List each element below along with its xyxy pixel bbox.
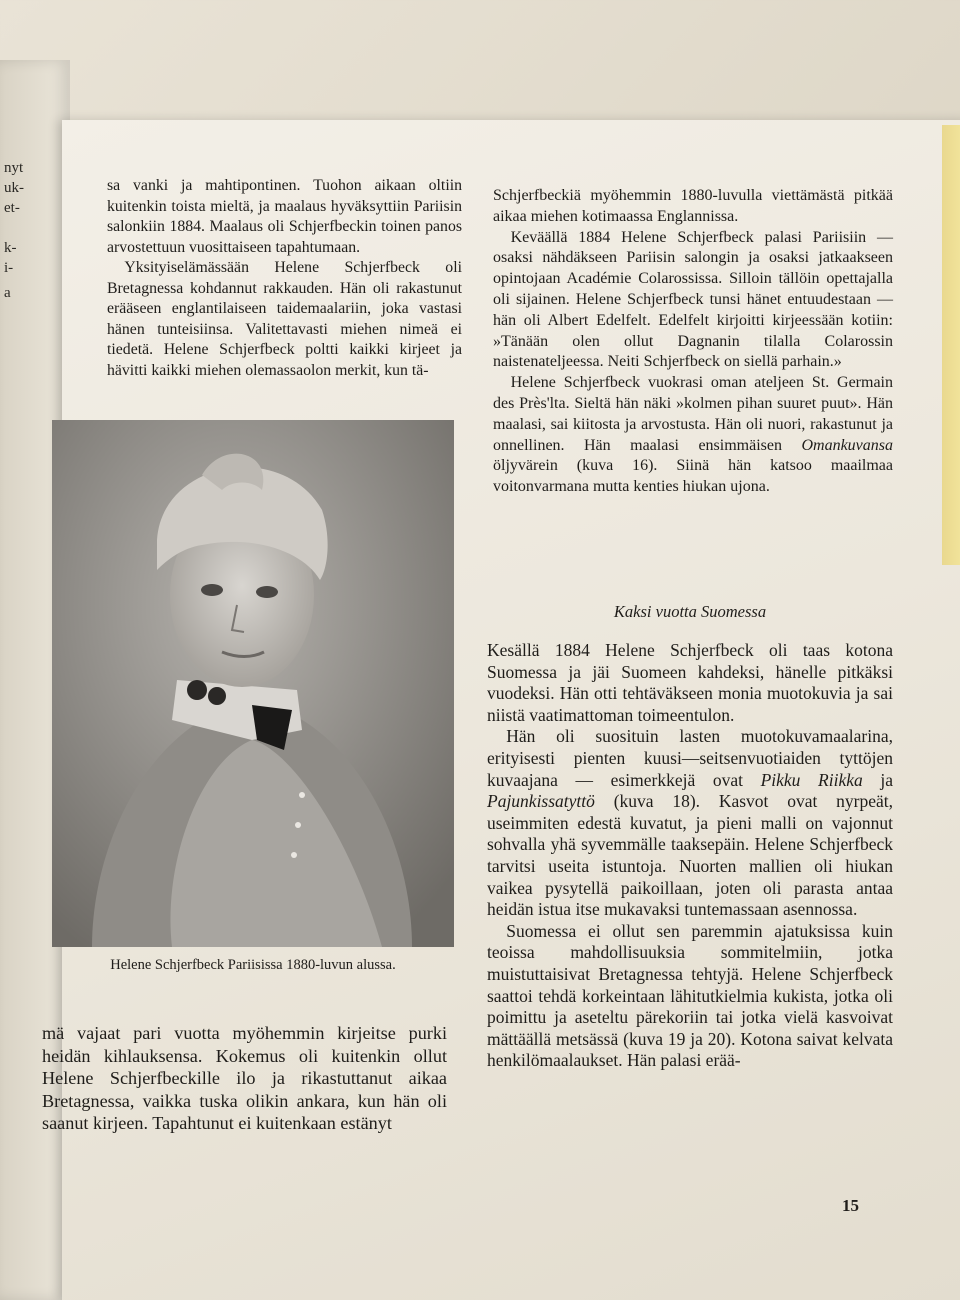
artwork-title: Pajunkissatyttö — [487, 791, 595, 812]
paragraph: mä vajaat pari vuotta myöhemmin kirjeitse purki heidän kihlauksensa. Kokemus oli kuitenkin ollut Helene Schjerfbeckille ilo ja rikastuttanut aikaa Bretagnessa, vaikka tuska olikin ankara, kun hän oli saanut kirjeen. Tapahtunut ei kuitenkaan estänyt — [42, 1023, 447, 1133]
paragraph — [487, 726, 893, 920]
left-column-bottom-text — [42, 1022, 447, 1135]
facing-page-fragment: a — [4, 285, 11, 301]
paragraph: Schjerfbeckiä myöhemmin 1880-luvulla viettämästä pitkää aikaa miehen kotimaassa Englannissa. — [493, 187, 893, 225]
right-column-bottom-text — [487, 640, 893, 1072]
paragraph: sa vanki ja mahtipontinen. Tuohon aikaan oltiin kuitenkin toista mieltä, ja maalaus hyväksyttiin Pariisin salonkiin 1884. Maalaus oli Schjerfbeckin toinen panos arvostettuun vuosittaiseen tapahtumaan. — [107, 177, 462, 256]
text-run: öljyvärein (kuva 16). Siinä hän katsoo maailmaa voitonvarmana mutta kenties hiukan ujona. — [493, 457, 893, 496]
photo-caption: Helene Schjerfbeck Pariisissa 1880-luvun alussa. — [110, 957, 396, 973]
text-run: ja — [862, 769, 893, 790]
facing-page-fragment: nyt — [4, 160, 24, 176]
facing-page-fragment: k- — [4, 240, 17, 256]
facing-page-fragment: i- — [4, 260, 14, 276]
right-column-top-text — [493, 186, 893, 498]
bookmark-edge — [942, 125, 960, 565]
facing-page-fragment: et- — [4, 200, 20, 216]
left-column-top-text — [107, 176, 462, 381]
paragraph — [493, 373, 893, 498]
portrait-photo — [52, 420, 454, 947]
paragraph: Kesällä 1884 Helene Schjerfbeck oli taas kotona Suomessa ja jäi Suomeen kahdeksi, hänelle pitkäksi vuodeksi. Hän otti tehtäväkseen monia muotokuvia ja sai niistä vaatimattoman toimeentulon. — [487, 640, 893, 725]
portrait-image — [52, 420, 454, 947]
text-run: Hän oli suosituin lasten muotokuvamaalarina, erityisesti pienten kuusi—seitsenvuotiaiden tyttöjen kuvaajana — esimerkkejä ovat — [487, 726, 893, 790]
text-run: Helene Schjerfbeck vuokrasi oman ateljeen St. Germain des Près'lta. Sieltä hän näki »kolmen pihan suuret puut». Hän maalasi, sai kiitosta ja arvostusta. Hän oli nuori, rakastunut ja onnellinen. Hän maalasi ensimmäisen — [493, 374, 893, 454]
artwork-title: Pikku Riikka — [760, 769, 863, 790]
facing-page-fragment: uk- — [4, 180, 24, 196]
page-number: 15 — [842, 1196, 859, 1215]
text-run: (kuva 18). Kasvot ovat nyrpeät, useimmiten edestä kuvatut, ja pieni malli on vajonnut sohvalla yhä syvemmälle taaksepäin. Helene Schjerfbeck tarvitsi useita istuntoja. Nuorten mallien oli hiukan vaikea pysytellä paikoillaan, joten oli parasta antaa heidän istua itse mukavaksi tuntemassaan asennossa. — [487, 791, 893, 920]
paragraph: Yksityiselämässään Helene Schjerfbeck oli Bretagnessa kohdannut rakkauden. Hän oli rakastunut erääseen englantilaiseen taidemaalariin, joka vastasi hänen tunteisiinsa. Valitettavasti miehen nimeä ei tiedetä. Helene Schjerfbeck poltti kaikki kirjeet ja hävitti kaikki miehen olemassaolon merkit, kun tä- — [107, 259, 462, 379]
artwork-title: Omankuvansa — [801, 436, 893, 454]
section-heading: Kaksi vuotta Suomessa — [613, 602, 767, 621]
paragraph: Keväällä 1884 Helene Schjerfbeck palasi Pariisiin — osaksi nähdäkseen Pariisin salongin ja osaksi jatkaakseen opintojaan Académie Colarossissa. Silloin tällöin opettajalla oli sijainen. Helene Schjerfbeck tunsi hänet entuudestaan — hän oli Albert Edelfelt. Edelfelt kirjoitti kirjeessään kotiin: »Tänään olen ollut Dagnanin tilalla Colarossin naistenateljeessa. Neiti Schjerfbeck on siellä parhain.» — [493, 228, 893, 371]
paragraph: Suomessa ei ollut sen paremmin ajatuksissa kuin teoissa mahdollisuuksia sommitelmiin, jotka muistuttaisivat Bretagnessa tehtyjä. Helene Schjerfbeck saattoi tehdä korkeintaan lähitutkielmia kukista, jotka oli poimittu ja aseteltu pärekoriin tai jotka vielä kasvoivat mättäällä metsässä (kuva 19 ja 20). Kotona saivat kelvata henkilömaalaukset. Hän palasi erää- — [487, 920, 893, 1071]
